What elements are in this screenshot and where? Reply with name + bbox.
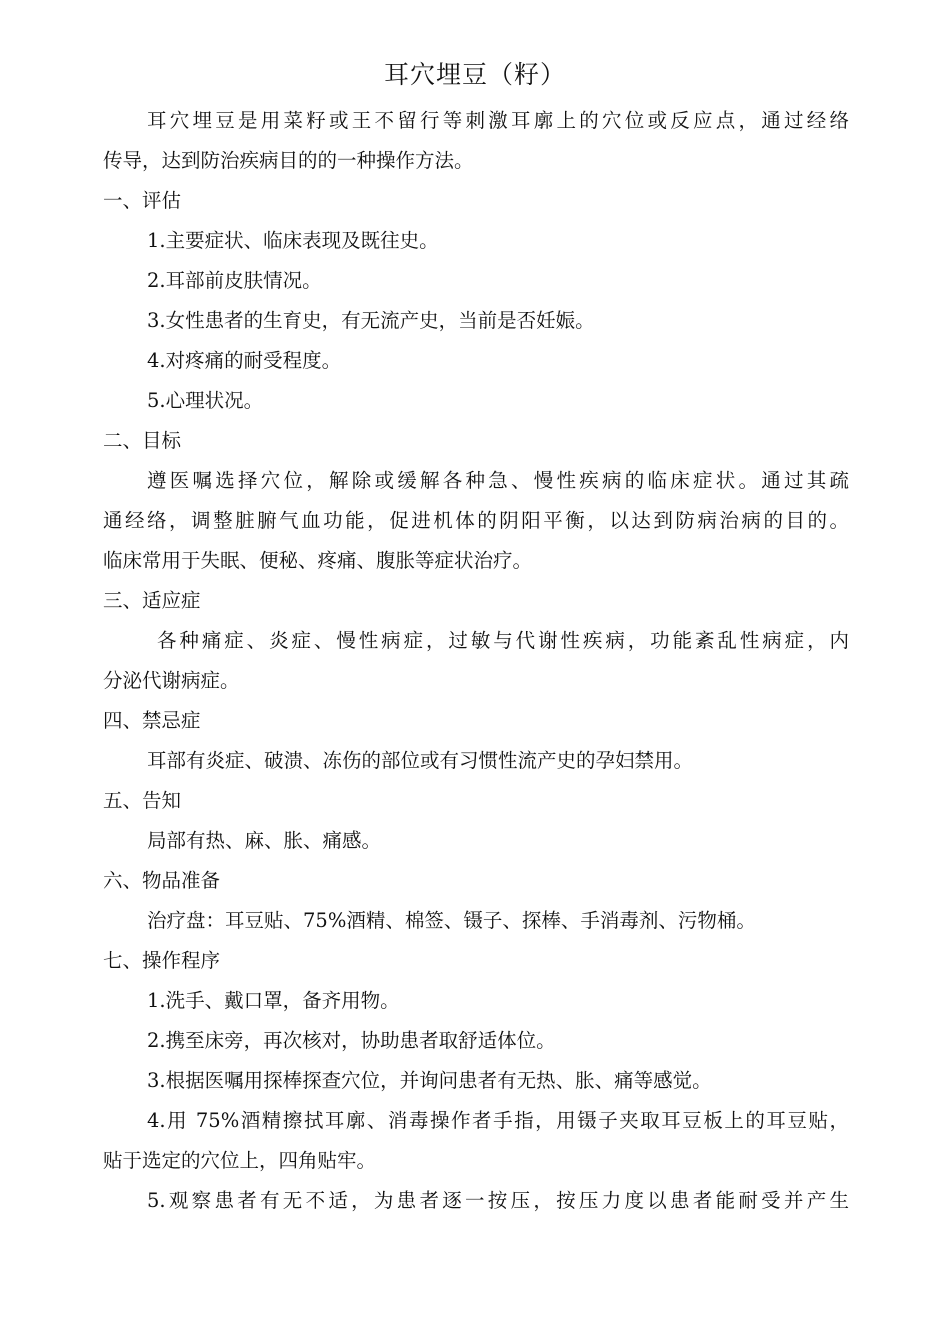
goal-line-2: 通经络，调整脏腑气血功能，促进机体的阴阳平衡，以达到防病治病的目的。 xyxy=(103,509,849,532)
document-title: 耳穴埋豆（籽） xyxy=(383,60,566,89)
section-heading-assess: 一、评估 xyxy=(103,189,182,212)
intro-line-1: 耳穴埋豆是用菜籽或王不留行等刺激耳廓上的穴位或反应点，通过经络 xyxy=(147,109,849,132)
intro-line-2: 传导，达到防治疾病目的的一种操作方法。 xyxy=(103,149,474,172)
section-heading-goal: 二、目标 xyxy=(103,429,182,452)
procedure-step-4-line-1: 4.用 75%酒精擦拭耳廓、消毒操作者手指，用镊子夹取耳豆板上的耳豆贴， xyxy=(147,1109,849,1132)
assess-item-1: 1.主要症状、临床表现及既往史。 xyxy=(147,229,439,252)
procedure-step-3: 3.根据医嘱用探棒探查穴位，并询问患者有无热、胀、痛等感觉。 xyxy=(147,1069,712,1092)
section-heading-procedure: 七、操作程序 xyxy=(103,949,221,972)
assess-item-2: 2.耳部前皮肤情况。 xyxy=(147,269,322,292)
section-heading-inform: 五、告知 xyxy=(103,789,182,812)
indications-line-2: 分泌代谢病症。 xyxy=(103,669,240,692)
section-heading-indications: 三、适应症 xyxy=(103,589,201,612)
section-heading-contraindications: 四、禁忌症 xyxy=(103,709,201,732)
section-heading-supplies: 六、物品准备 xyxy=(103,869,221,892)
procedure-step-2: 2.携至床旁，再次核对，协助患者取舒适体位。 xyxy=(147,1029,556,1052)
procedure-step-4-line-2: 贴于选定的穴位上，四角贴牢。 xyxy=(103,1149,377,1172)
contraindications-line-1: 耳部有炎症、破溃、冻伤的部位或有习惯性流产史的孕妇禁用。 xyxy=(147,749,694,772)
assess-item-4: 4.对疼痛的耐受程度。 xyxy=(147,349,342,372)
assess-item-5: 5.心理状况。 xyxy=(147,389,264,412)
goal-line-3: 临床常用于失眠、便秘、疼痛、腹胀等症状治疗。 xyxy=(103,549,533,572)
procedure-step-5-line-1: 5.观察患者有无不适，为患者逐一按压，按压力度以患者能耐受并产生 xyxy=(147,1189,849,1212)
indications-line-1: 各种痛症、炎症、慢性病症，过敏与代谢性疾病，功能紊乱性病症，内 xyxy=(157,629,849,652)
inform-line-1: 局部有热、麻、胀、痛感。 xyxy=(147,829,382,852)
assess-item-3: 3.女性患者的生育史，有无流产史，当前是否妊娠。 xyxy=(147,309,595,332)
goal-line-1: 遵医嘱选择穴位，解除或缓解各种急、慢性疾病的临床症状。通过其疏 xyxy=(147,469,849,492)
supplies-line-1: 治疗盘：耳豆贴、75%酒精、棉签、镊子、探棒、手消毒剂、污物桶。 xyxy=(147,909,756,932)
procedure-step-1: 1.洗手、戴口罩，备齐用物。 xyxy=(147,989,400,1012)
